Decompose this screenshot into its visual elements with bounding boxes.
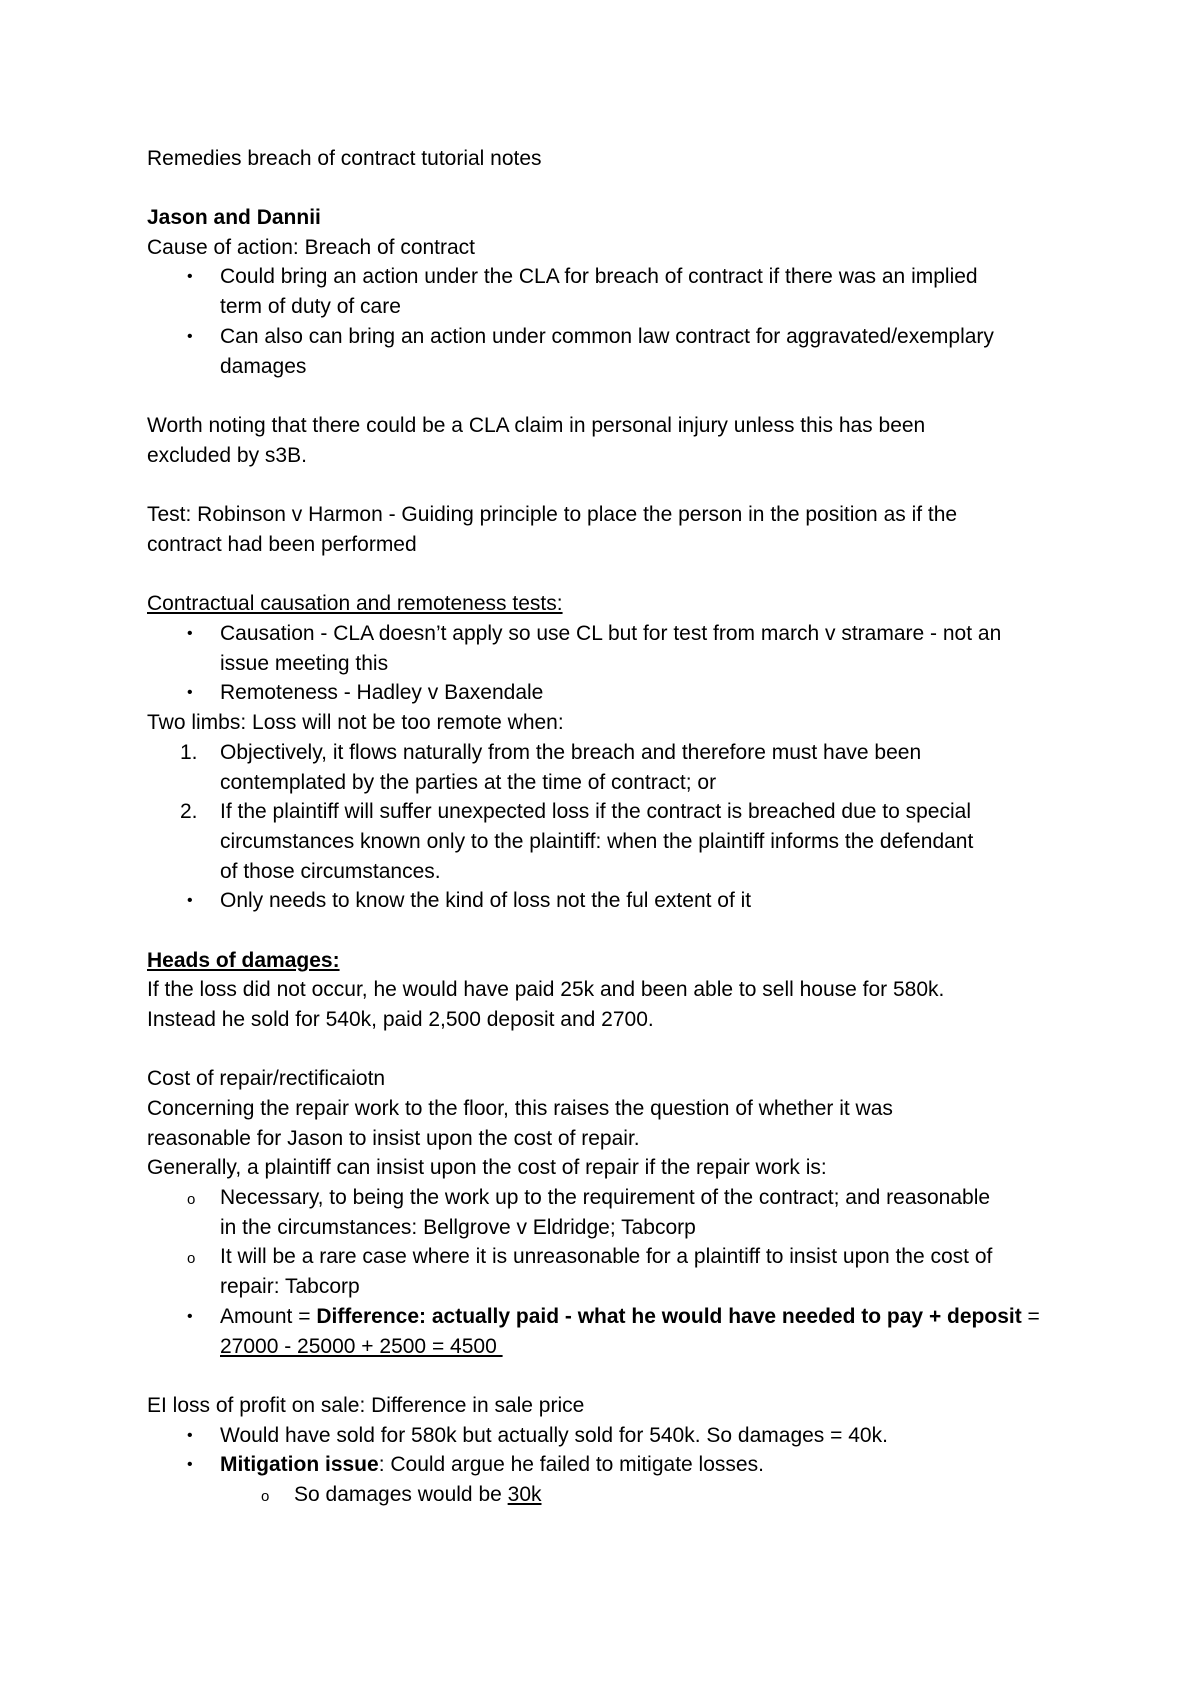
number-marker: 2. xyxy=(180,800,198,823)
list-item-text: damages xyxy=(220,355,307,378)
amount-line xyxy=(220,1302,1040,1332)
list-item-text: term of duty of care xyxy=(220,295,401,318)
numbered-item-text: circumstances known only to the plaintiff: when the plaintiff informs the defendant xyxy=(220,830,974,853)
circle-marker: o xyxy=(187,1250,196,1267)
mitigation-label: Mitigation issue xyxy=(220,1453,379,1476)
list-item-text: Could bring an action under the CLA for breach of contract if there was an implied xyxy=(220,265,978,288)
list-item-text: Causation - CLA doesn’t apply so use CL but for test from march v stramare - not an xyxy=(220,622,1002,645)
document-title: Remedies breach of contract tutorial notes xyxy=(147,147,542,170)
numbered-item-text: of those circumstances. xyxy=(220,860,441,883)
paragraph-line: contract had been performed xyxy=(147,533,417,556)
list-item-text: repair: Tabcorp xyxy=(220,1275,360,1298)
bullet-marker: • xyxy=(187,684,193,701)
bullet-marker: • xyxy=(187,625,193,642)
paragraph-line: Concerning the repair work to the floor, this raises the question of whether it was xyxy=(147,1097,893,1120)
number-marker: 1. xyxy=(180,741,198,764)
section-heading-heads-of-damages: Heads of damages: xyxy=(147,949,340,972)
amount-prefix: Amount = xyxy=(220,1305,317,1328)
paragraph-line: Instead he sold for 540k, paid 2,500 deposit and 2700. xyxy=(147,1008,654,1031)
damages-prefix: So damages would be xyxy=(294,1483,508,1506)
section-heading-jason-dannii: Jason and Dannii xyxy=(147,206,321,229)
list-item-text: Necessary, to being the work up to the requirement of the contract; and reasonable xyxy=(220,1186,991,1209)
list-item-text: Only needs to know the kind of loss not the ful extent of it xyxy=(220,889,752,912)
damages-amount: 30k xyxy=(507,1483,542,1506)
paragraph-line: reasonable for Jason to insist upon the cost of repair. xyxy=(147,1127,640,1150)
paragraph-line: If the loss did not occur, he would have paid 25k and been able to sell house for 580k. xyxy=(147,978,945,1001)
mitigation-text: : Could argue he failed to mitigate losses. xyxy=(378,1453,764,1476)
list-item-text: issue meeting this xyxy=(220,652,389,675)
paragraph-line: Two limbs: Loss will not be too remote when: xyxy=(147,711,564,734)
bullet-marker: • xyxy=(187,892,193,909)
bullet-marker: • xyxy=(187,1427,193,1444)
paragraph-line: excluded by s3B. xyxy=(147,444,307,467)
circle-marker: o xyxy=(261,1488,270,1505)
paragraph-line: Test: Robinson v Harmon - Guiding principle to place the person in the position as if the xyxy=(147,503,958,526)
bullet-marker: • xyxy=(187,1308,193,1325)
list-item-text: It will be a rare case where it is unreasonable for a plaintiff to insist upon the cost of xyxy=(220,1245,993,1268)
section-heading-loss-of-profit: EI loss of profit on sale: Difference in sale price xyxy=(147,1394,585,1417)
paragraph-line: Generally, a plaintiff can insist upon the cost of repair if the repair work is: xyxy=(147,1156,827,1179)
paragraph-line: Worth noting that there could be a CLA claim in personal injury unless this has been xyxy=(147,414,926,437)
cause-of-action: Cause of action: Breach of contract xyxy=(147,236,476,259)
amount-suffix: = xyxy=(1021,1305,1040,1328)
amount-formula: Difference: actually paid - what he would have needed to pay + deposit xyxy=(316,1305,1022,1328)
bullet-marker: • xyxy=(187,328,193,345)
circle-marker: o xyxy=(187,1191,196,1208)
amount-calculation: 27000 - 25000 + 2500 = 4500 xyxy=(220,1335,503,1358)
mitigation-line xyxy=(220,1450,764,1480)
bullet-marker: • xyxy=(187,1456,193,1473)
damages-line xyxy=(294,1480,542,1510)
list-item-text: in the circumstances: Bellgrove v Eldridge; Tabcorp xyxy=(220,1216,696,1239)
list-item-text: Remoteness - Hadley v Baxendale xyxy=(220,681,544,704)
list-item-text: Would have sold for 580k but actually sold for 540k. So damages = 40k. xyxy=(220,1424,888,1447)
section-heading-causation: Contractual causation and remoteness tests: xyxy=(147,592,563,615)
numbered-item-text: Objectively, it flows naturally from the breach and therefore must have been xyxy=(220,741,922,764)
bullet-marker: • xyxy=(187,268,193,285)
section-heading-cost-of-repair: Cost of repair/rectificaiotn xyxy=(147,1067,386,1090)
list-item-text: Can also can bring an action under common law contract for aggravated/exemplary xyxy=(220,325,994,348)
numbered-item-text: If the plaintiff will suffer unexpected loss if the contract is breached due to special xyxy=(220,800,971,823)
numbered-item-text: contemplated by the parties at the time of contract; or xyxy=(220,771,717,794)
